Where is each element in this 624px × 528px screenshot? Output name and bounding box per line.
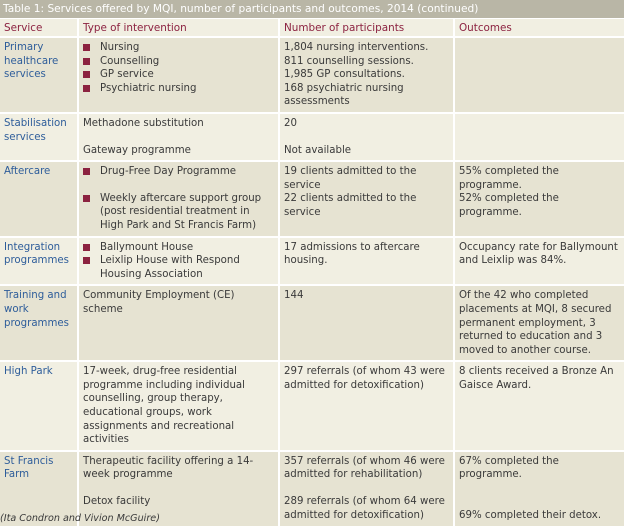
list-item: Leixlip House with Respond Housing Association	[83, 254, 275, 281]
intervention-cell: Methadone substitution Gateway programme	[78, 113, 279, 161]
table-row	[0, 161, 624, 236]
intervention-cell: 17-week, drug-free residential programme including individual counselling, group therapy, educational groups, work assignments and recreational activities	[78, 361, 279, 451]
header-outcomes: Outcomes	[454, 19, 624, 37]
list-item: Drug-Free Day Programme	[83, 165, 275, 179]
participants-cell: 1,804 nursing interventions. 811 counselling sessions. 1,985 GP consultations. 168 psychiatric nursing assessments	[279, 37, 454, 113]
table-row	[0, 237, 624, 286]
service-cell: High Park	[0, 361, 78, 451]
participants-cell: 19 clients admitted to the service 22 clients admitted to the service	[279, 161, 454, 236]
bullet-square-icon	[83, 257, 90, 264]
list-item: Nursing	[83, 41, 275, 55]
intervention-cell: Therapeutic facility offering a 14-week programme Detox facility	[78, 451, 279, 527]
intervention-cell	[78, 161, 279, 236]
participants-cell: 20 Not available	[279, 113, 454, 161]
list-item: GP service	[83, 68, 275, 82]
service-cell: St Francis Farm	[0, 451, 78, 527]
intervention-cell	[78, 37, 279, 113]
source-note: (Ita Condron and Vivion McGuire)	[0, 513, 160, 524]
list-item: Weekly aftercare support group (post residential treatment in High Park and St Francis Farm)	[83, 192, 275, 233]
table-row	[0, 361, 624, 451]
intervention-cell: Community Employment (CE) scheme	[78, 285, 279, 361]
participants-cell: 297 referrals (of whom 43 were admitted for detoxification)	[279, 361, 454, 451]
outcome-cell	[454, 113, 624, 161]
bullet-square-icon	[83, 168, 90, 175]
service-cell: Stabilisation services	[0, 113, 78, 161]
bullet-square-icon	[83, 44, 90, 51]
list-item: Psychiatric nursing	[83, 82, 275, 96]
bullet-square-icon	[83, 195, 90, 202]
table-header-row	[0, 19, 624, 37]
service-cell: Aftercare	[0, 161, 78, 236]
bullet-square-icon	[83, 71, 90, 78]
header-service: Service	[0, 19, 78, 37]
outcome-cell: Of the 42 who completed placements at MQI, 8 secured permanent employment, 3 returned to education and 3 moved to another course.	[454, 285, 624, 361]
outcome-cell: 8 clients received a Bronze An Gaisce Award.	[454, 361, 624, 451]
services-table	[0, 19, 624, 528]
bullet-square-icon	[83, 244, 90, 251]
header-participants: Number of participants	[279, 19, 454, 37]
list-item: Ballymount House	[83, 241, 275, 255]
bullet-square-icon	[83, 85, 90, 92]
bullet-square-icon	[83, 58, 90, 65]
outcome-cell: 55% completed the programme. 52% completed the programme.	[454, 161, 624, 236]
participants-cell: 144	[279, 285, 454, 361]
participants-cell: 17 admissions to aftercare housing.	[279, 237, 454, 286]
list-item: Counselling	[83, 55, 275, 69]
service-cell: Training and work programmes	[0, 285, 78, 361]
outcome-cell: Occupancy rate for Ballymount and Leixlip was 84%.	[454, 237, 624, 286]
table-row	[0, 37, 624, 113]
participants-cell: 357 referrals (of whom 46 were admitted for rehabilitation) 289 referrals (of whom 64 were admitted for detoxification)	[279, 451, 454, 527]
table-row	[0, 285, 624, 361]
service-cell: Integration programmes	[0, 237, 78, 286]
table-caption: Table 1: Services offered by MQI, number of participants and outcomes, 2014 (continued)	[0, 0, 624, 18]
service-cell: Primary healthcare services	[0, 37, 78, 113]
header-intervention: Type of intervention	[78, 19, 279, 37]
intervention-cell	[78, 237, 279, 286]
outcome-cell	[454, 37, 624, 113]
table-row	[0, 113, 624, 161]
outcome-cell: 67% completed the programme. 69% completed their detox.	[454, 451, 624, 527]
